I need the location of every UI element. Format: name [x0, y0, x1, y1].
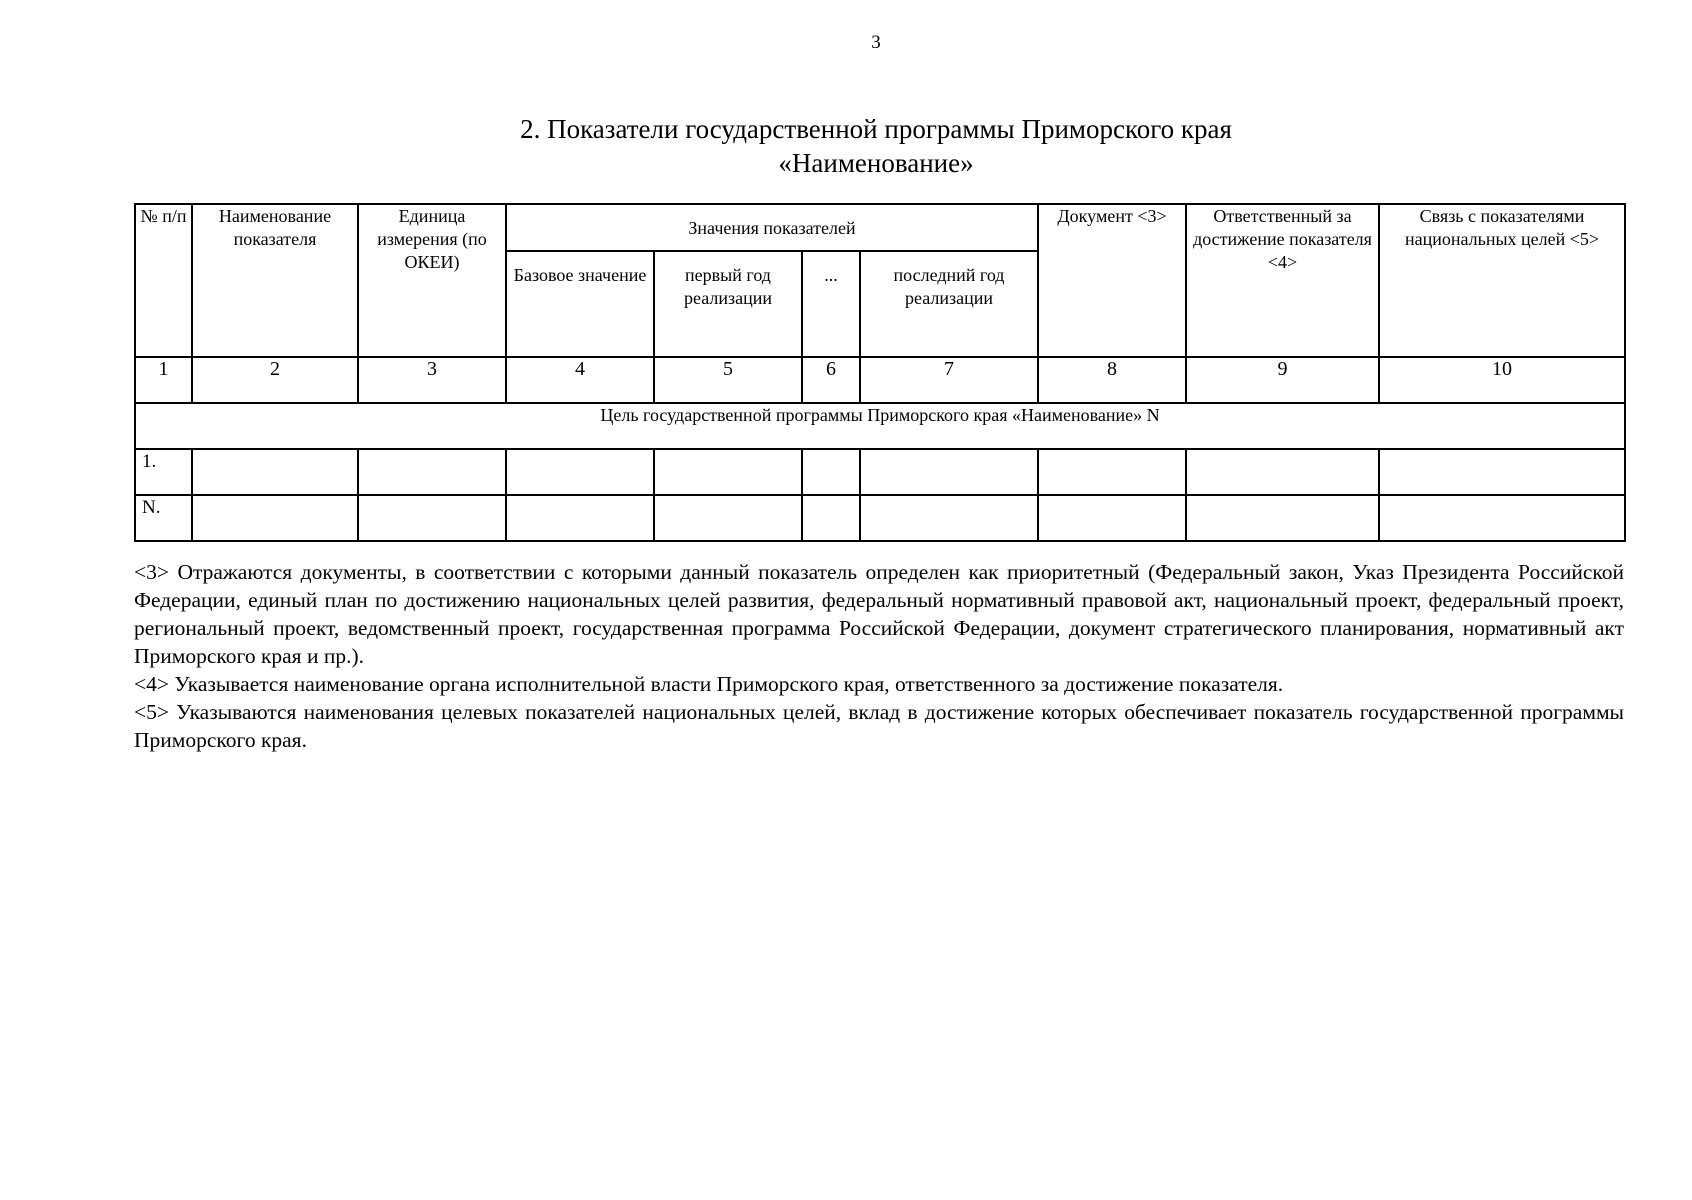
- footnotes: [134, 558, 1624, 754]
- column-number: 2: [192, 357, 358, 403]
- column-number-row: [135, 357, 1625, 403]
- goal-row: [135, 403, 1625, 449]
- empty-cell: [1379, 495, 1625, 541]
- empty-cell: [802, 449, 860, 495]
- section-heading: [0, 112, 1692, 180]
- row-number: N.: [135, 495, 192, 541]
- empty-cell: [802, 495, 860, 541]
- column-number: 8: [1038, 357, 1186, 403]
- header-link: Связь с показателями национальных целей <5>: [1379, 204, 1625, 357]
- goal-title: Цель государственной программы Приморского края «Наименование» N: [135, 403, 1625, 449]
- row-number: 1.: [135, 449, 192, 495]
- empty-cell: [358, 495, 506, 541]
- empty-cell: [192, 495, 358, 541]
- footnote-4: <4> Указывается наименование органа исполнительной власти Приморского края, ответственного за достижение показателя.: [134, 672, 1284, 696]
- column-number: 1: [135, 357, 192, 403]
- column-number: 6: [802, 357, 860, 403]
- header-unit: Единица измерения (по ОКЕИ): [358, 204, 506, 357]
- empty-cell: [358, 449, 506, 495]
- column-number: 5: [654, 357, 802, 403]
- empty-cell: [192, 449, 358, 495]
- heading-line-1: 2. Показатели государственной программы Приморского края: [520, 114, 1232, 144]
- footnote-3: <3> Отражаются документы, в соответствии с которыми данный показатель определен как приоритетный (Федеральный закон, Указ Президента Российской Федерации, единый план по достижению национальных целей развития, федеральный нормативный правовой акт, национальный проект, федеральный проект, региональный проект, ведомственный проект, государственная программа Российской Федерации, документ стратегического планирования, нормативный акт Приморского края и пр.).: [134, 560, 1624, 668]
- column-number: 10: [1379, 357, 1625, 403]
- table-row: [135, 495, 1625, 541]
- header-responsible: Ответственный за достижение показателя <4>: [1186, 204, 1379, 357]
- header-name: Наименование показателя: [192, 204, 358, 357]
- empty-cell: [1038, 495, 1186, 541]
- header-row-1: [135, 204, 1625, 251]
- header-ellipsis: ...: [802, 251, 860, 357]
- empty-cell: [860, 449, 1038, 495]
- column-number: 3: [358, 357, 506, 403]
- header-document: Документ <3>: [1038, 204, 1186, 357]
- header-num: № п/п: [135, 204, 192, 357]
- column-number: 7: [860, 357, 1038, 403]
- header-base: Базовое значение: [506, 251, 654, 357]
- column-number: 4: [506, 357, 654, 403]
- header-first-year: первый год реализации: [654, 251, 802, 357]
- empty-cell: [506, 495, 654, 541]
- indicators-table: [134, 203, 1626, 542]
- empty-cell: [1186, 449, 1379, 495]
- empty-cell: [506, 449, 654, 495]
- empty-cell: [654, 495, 802, 541]
- empty-cell: [860, 495, 1038, 541]
- header-last-year: последний год реализации: [860, 251, 1038, 357]
- header-values-group: Значения показателей: [506, 204, 1038, 251]
- footnote-5: <5> Указываются наименования целевых показателей национальных целей, вклад в достижение которых обеспечивает показатель государственной программы Приморского края.: [134, 700, 1624, 752]
- page-number: 3: [871, 32, 881, 53]
- empty-cell: [1038, 449, 1186, 495]
- empty-cell: [1379, 449, 1625, 495]
- column-number: 9: [1186, 357, 1379, 403]
- table-row: [135, 449, 1625, 495]
- empty-cell: [654, 449, 802, 495]
- empty-cell: [1186, 495, 1379, 541]
- heading-line-2: «Наименование»: [778, 148, 974, 178]
